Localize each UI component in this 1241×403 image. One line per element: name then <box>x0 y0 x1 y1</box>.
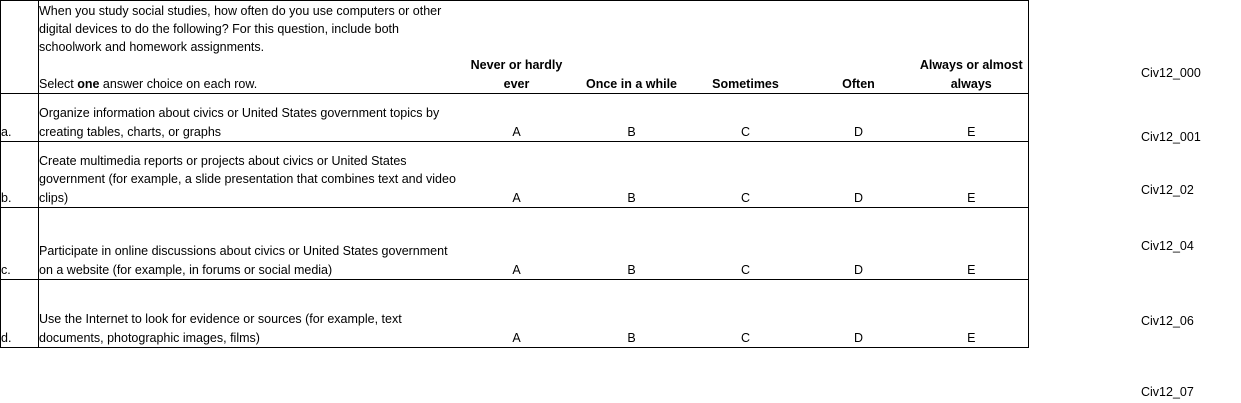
row-c-choice-c[interactable]: C <box>689 207 803 279</box>
row-letter-d: d. <box>1 279 39 347</box>
column-header-never <box>459 56 575 93</box>
row-a-choice-e[interactable]: E <box>915 93 1029 141</box>
intro-stem-cell <box>39 2 459 56</box>
intro-blank <box>803 2 915 56</box>
variable-label-intro: Civ12_000 <box>1141 66 1201 80</box>
intro-blank <box>575 2 689 56</box>
row-d-choice-b[interactable]: B <box>575 279 689 347</box>
variable-label-instruction: Civ12_001 <box>1141 130 1201 144</box>
column-header-sometimes-line1: Sometimes <box>712 76 779 91</box>
row-c-choice-a[interactable]: A <box>459 207 575 279</box>
row-d-choice-d[interactable]: D <box>803 279 915 347</box>
row-letter-b: b. <box>1 141 39 207</box>
row-stem-d: Use the Internet to look for evidence or sources (for example, text documents, photographic images, films) <box>39 279 459 347</box>
intro-row <box>1 2 1029 56</box>
row-d-choice-a[interactable]: A <box>459 279 575 347</box>
column-header-always <box>915 56 1029 93</box>
row-c-choice-e[interactable]: E <box>915 207 1029 279</box>
table-row[interactable] <box>1 93 1029 141</box>
instruction-bold: one <box>77 76 100 91</box>
row-a-choice-b[interactable]: B <box>575 93 689 141</box>
row-b-choice-b[interactable]: B <box>575 141 689 207</box>
header-row <box>1 56 1029 93</box>
column-header-always-line1: Always or almost <box>919 58 1023 73</box>
variable-label-row-a: Civ12_02 <box>1141 183 1194 197</box>
variable-label-row-c: Civ12_06 <box>1141 314 1194 328</box>
column-header-often <box>803 56 915 93</box>
intro-blank <box>689 2 803 56</box>
row-stem-c: Participate in online discussions about civics or United States government on a website (for example, in forums or social media) <box>39 207 459 279</box>
intro-blank <box>915 2 1029 56</box>
row-d-choice-c[interactable]: C <box>689 279 803 347</box>
column-header-never-line1: Never or hardly <box>470 58 563 73</box>
table-row[interactable] <box>1 279 1029 347</box>
row-c-choice-b[interactable]: B <box>575 207 689 279</box>
column-header-once <box>575 56 689 93</box>
column-header-once-line1: Once in a while <box>586 76 677 91</box>
row-stem-b: Create multimedia reports or projects about civics or United States government (for example, a slide presentation that combines text and video clips) <box>39 141 459 207</box>
row-d-choice-e[interactable]: E <box>915 279 1029 347</box>
row-b-choice-e[interactable]: E <box>915 141 1029 207</box>
column-header-always-line2: always <box>950 76 992 91</box>
column-header-sometimes <box>689 56 803 93</box>
row-b-choice-a[interactable]: A <box>459 141 575 207</box>
row-c-choice-d[interactable]: D <box>803 207 915 279</box>
table-row[interactable] <box>1 141 1029 207</box>
variable-label-row-b: Civ12_04 <box>1141 239 1194 253</box>
intro-text: When you study social studies, how often do you use computers or other digital devices to do the following? For this question, include both schoolwork and homework assignments. <box>39 4 442 55</box>
instruction-prefix: Select <box>39 76 78 91</box>
row-stem-a: Organize information about civics or United States government topics by creating tables, charts, or graphs <box>39 93 459 141</box>
row-b-choice-c[interactable]: C <box>689 141 803 207</box>
column-header-often-line1: Often <box>842 76 875 91</box>
intro-blank <box>459 2 575 56</box>
row-a-choice-d[interactable]: D <box>803 93 915 141</box>
variable-label-row-d: Civ12_07 <box>1141 385 1194 399</box>
instruction-cell <box>39 56 459 93</box>
row-letter-c: c. <box>1 207 39 279</box>
column-header-never-line2: ever <box>503 76 530 91</box>
header-letter-cell <box>1 56 39 93</box>
row-a-choice-a[interactable]: A <box>459 93 575 141</box>
instruction-suffix: answer choice on each row. <box>99 76 258 91</box>
row-b-choice-d[interactable]: D <box>803 141 915 207</box>
intro-letter-cell <box>1 2 39 56</box>
row-a-choice-c[interactable]: C <box>689 93 803 141</box>
row-letter-a: a. <box>1 93 39 141</box>
table-row[interactable] <box>1 207 1029 279</box>
